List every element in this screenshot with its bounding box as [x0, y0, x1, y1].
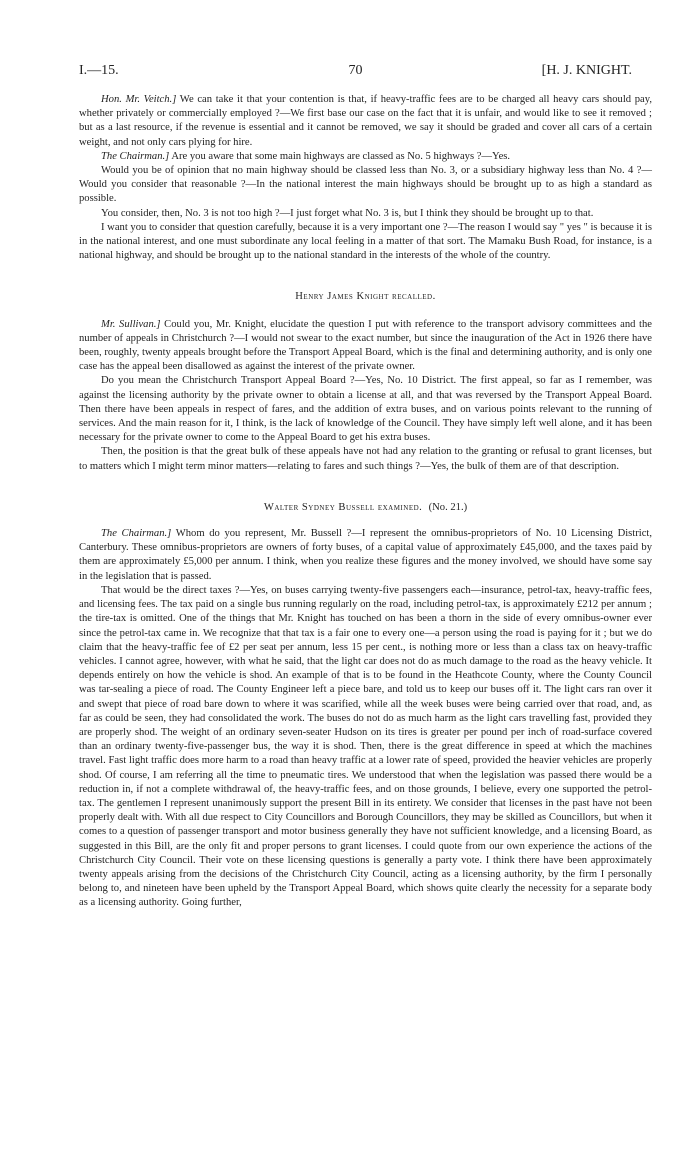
section-heading-bussell: [79, 501, 652, 515]
paragraph-text: That would be the direct taxes ?—Yes, on buses carrying twenty-five passengers each—insurance, petrol-tax, heavy-traffic fees, and licensing fees. The tax paid on a single bus running regularly on the road, including petrol-tax, is approximately £212 per annum ; the tire-tax is omitted. One of the things that Mr. Knight has touched on has been a thorn in the side of every omnibus-owner ever since the petrol-tax came in. We recognize that that tax is a fair one to every one—a person using the road is paying for it ; but we do claim that the heavy-traffic fee of £2 per seat per annum, less 15 per cent., is nothing more or less than a class tax on heavy-traffic vehicles. I cannot agree, however, with what he said, that the light car does not do as much damage to the road as the heavy vehicle. It depends entirely on how the vehicle is shod. An example of that is to be found in the Heathcote County, where the County Council was tar-sealing a piece of road. The County Engineer left a piece bare, and told us to keep our buses off it. The light cars ran over it and swept that piece of road bare down to where it was scarified, while all the week buses were being carried over that road, and, as far as could be seen, they had consolidated the work. The buses do not do as much harm as the light cars travelling fast, provided they are properly shod. The weight of an ordinary seven-seater Hudson on its tires is greater per pound per inch of road-surface covered than an ordinary twenty-five-passenger bus, the way it is shod. Then, there is the great difference in speed at which the machines travel. Fast light traffic does more harm to a road than heavy traffic at a lower rate of speed, provided the heavier vehicles are properly shod. Of course, I am referring all the time to pneumatic tires. We understood that when the legislation was passed there would be a reduction in, if not a complete withdrawal of, the heavy-traffic fees, and on those grounds, I believe, every one supported the petrol-tax. The gentlemen I represent unanimously support the present Bill in its entirety. We consider that licenses in the past have not been properly dealt with. With all due respect to City Councillors and Borough Councillors, they may be skilled as Councillors, but when it comes to a question of passenger transport and motor business generally they have not sufficient knowledge, and a licensing Board, as suggested in this Bill, are the only fit and proper persons to grant licenses. I could quote from our own experience the actions of the Christchurch City Council. Their vote on these licensing questions is generally a party vote. I think there have been approximately twenty appeals arising from the decisions of the Christchurch City Council, acting as a licensing authority, by the firm I personally belong to, and nineteen have been upheld by the Transport Appeal Board, which shows quite clearly the necessity for a separate body as a licensing authority. Going further,: [79, 584, 652, 909]
speaker: Hon. Mr. Veitch.]: [101, 94, 177, 105]
page-header: [79, 63, 632, 83]
paragraph: [79, 445, 652, 473]
paragraph-text: Do you mean the Christchurch Transport Appeal Board ?—Yes, No. 10 District. The first appeal, so far as I remember, was against the licensing authority by the private owner to obtain a license at all, and that was reversed by the Transport Appeal Board. Then there have been appeals in respect of fares, and the addition of extra buses, and on various points relevant to the running of services. And the main reason for it, I think, is the lack of knowledge of the Council. They have simply left well alone, and it has been necessary for the private owner to come to the Appeal Board to get his extra buses.: [79, 375, 652, 444]
paper-reference: I.—15.: [79, 63, 119, 78]
knight-recalled-section: [79, 318, 652, 474]
paragraph: [79, 318, 652, 375]
veitch-chairman-section: [79, 93, 652, 263]
paragraph: [79, 221, 652, 264]
paragraph-text: We can take it that your contention is that, if heavy-traffic fees are to be charged all heavy cars should pay, whether privately or commercially employed ?—We first base our case on the fact that it is unfair, and would like to see it removed ; but as a last resource, if the revenue is essential and it cannot be removed, we say it should be graded and cover all cars of a certain weight, and not only cars plying for hire.: [79, 94, 652, 148]
paragraph-text: Could you, Mr. Knight, elucidate the question I put with reference to the transport advisory committees and the number of appeals in Christchurch ?—I would not swear to the exact number, but since the inauguration of the Act in 1926 there have been, roughly, twenty appeals brought before the Transport Appeal Board, which is the final and determining authority, and is only one case has the appeal been disallowed as against the interest of the private owner.: [79, 318, 652, 373]
section-heading-knight: Henry James Knight recalled.: [295, 291, 436, 303]
paragraph: [79, 374, 652, 445]
heading-number: (No. 21.): [428, 501, 468, 513]
paragraph: [79, 150, 652, 164]
paragraph: [79, 93, 652, 150]
paragraph-text: Then, the position is that the great bulk of these appeals have not had any relation to the granting or refusal to grant licenses, but to matters which I might term minor matters—relating to fares and such things ?—Yes, the bulk of them are of that description.: [79, 446, 652, 472]
page-number: 70: [348, 63, 363, 78]
speaker: The Chairman.]: [101, 150, 170, 162]
paragraph-text: I want you to consider that question carefully, because it is a very important one ?—The reason I would say " yes " is because it is in the national interest, and one must subordinate any local feeling in a matter of that sort. The Mamaku Bush Road, for instance, is a national highway, and should be brought up to the national standard in the interests of the whole of the country.: [79, 221, 652, 262]
heading-title: Walter Sydney Bussell examined.: [263, 501, 423, 513]
paragraph: [79, 207, 652, 221]
speaker: The Chairman.]: [101, 528, 172, 540]
paragraph-text: You consider, then, No. 3 is not too high ?—I just forget what No. 3 is, but I think they should be brought up to that.: [101, 207, 594, 219]
witness-running-head: [H. J. KNIGHT.: [541, 63, 632, 78]
paragraph: [79, 164, 652, 207]
bussell-examined-section: [79, 527, 652, 910]
paragraph-text: Would you be of opinion that no main highway should be classed less than No. 3, or a subsidiary highway less than No. 4 ?—Would you consider that reasonable ?—In the national interest the main highways should be brought up to as high a standard as possible.: [79, 165, 652, 205]
paragraph: [79, 527, 652, 584]
paragraph-text: Are you aware that some main highways are classed as No. 5 highways ?—Yes.: [169, 150, 511, 162]
speaker: Mr. Sullivan.]: [101, 318, 161, 330]
paragraph: [79, 584, 652, 911]
paragraph-text: Whom do you represent, Mr. Bussell ?—I represent the omnibus-proprietors of No. 10 Licensing District, Canterbury. These omnibus-proprietors are owners of forty buses, of a capital value of approximately £45,000, and the taxes paid by them are approximately £5,000 per annum. I think, when you realize these figures and the money involved, we should have some say in the legislation that is passed.: [79, 528, 652, 582]
page-body: [79, 93, 652, 911]
